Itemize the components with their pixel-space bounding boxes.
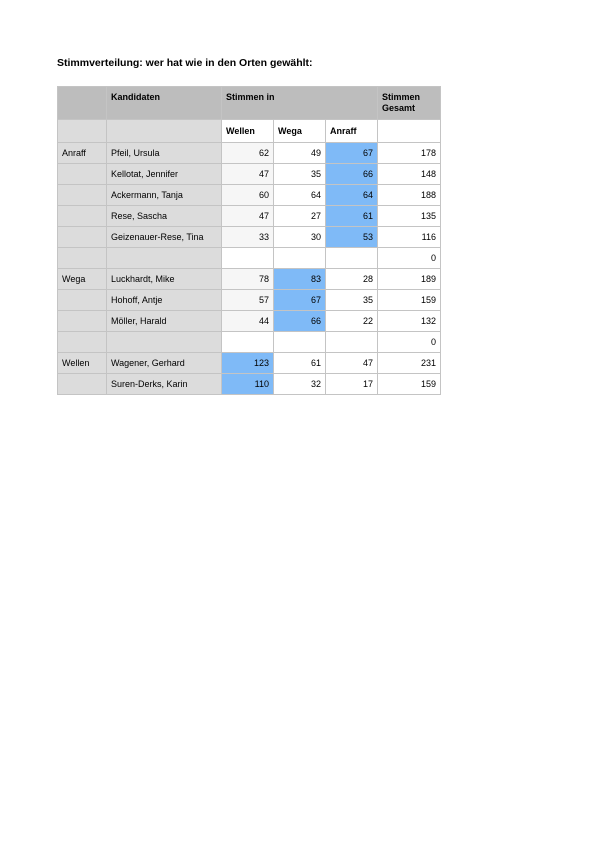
cell-wega: 66: [274, 311, 326, 332]
cell-kandidat: Möller, Harald: [107, 311, 222, 332]
cell-anraff: 61: [326, 206, 378, 227]
subheader-wega: Wega: [274, 120, 326, 143]
subheader-empty-ort: [58, 120, 107, 143]
cell-anraff: [326, 332, 378, 353]
cell-ort: [58, 164, 107, 185]
cell-gesamt: 159: [378, 290, 441, 311]
cell-ort: [58, 374, 107, 395]
cell-wellen: 44: [222, 311, 274, 332]
vote-table: [57, 86, 441, 395]
cell-anraff: 35: [326, 290, 378, 311]
cell-kandidat: Geizenauer-Rese, Tina: [107, 227, 222, 248]
cell-ort: [58, 206, 107, 227]
subheader-row: [58, 120, 441, 143]
cell-wellen: [222, 332, 274, 353]
cell-wellen: 57: [222, 290, 274, 311]
cell-gesamt: 135: [378, 206, 441, 227]
table-row: [58, 185, 441, 206]
cell-wellen: 123: [222, 353, 274, 374]
cell-wega: 64: [274, 185, 326, 206]
cell-wega: 83: [274, 269, 326, 290]
cell-ort: Wega: [58, 269, 107, 290]
cell-gesamt: 188: [378, 185, 441, 206]
cell-kandidat: [107, 332, 222, 353]
cell-wega: 49: [274, 143, 326, 164]
cell-wega: 35: [274, 164, 326, 185]
cell-kandidat: Kellotat, Jennifer: [107, 164, 222, 185]
subheader-empty-gesamt: [378, 120, 441, 143]
cell-wellen: 62: [222, 143, 274, 164]
table-row: [58, 374, 441, 395]
cell-anraff: 17: [326, 374, 378, 395]
cell-gesamt: 189: [378, 269, 441, 290]
cell-gesamt: 0: [378, 332, 441, 353]
cell-gesamt: 148: [378, 164, 441, 185]
cell-ort: [58, 290, 107, 311]
cell-anraff: [326, 248, 378, 269]
cell-gesamt: 0: [378, 248, 441, 269]
cell-wega: 30: [274, 227, 326, 248]
cell-ort: [58, 227, 107, 248]
cell-gesamt: 231: [378, 353, 441, 374]
cell-ort: Anraff: [58, 143, 107, 164]
cell-kandidat: Pfeil, Ursula: [107, 143, 222, 164]
cell-anraff: 53: [326, 227, 378, 248]
cell-ort: [58, 248, 107, 269]
cell-kandidat: [107, 248, 222, 269]
table-row: [58, 269, 441, 290]
cell-kandidat: Suren-Derks, Karin: [107, 374, 222, 395]
cell-wega: 27: [274, 206, 326, 227]
table-row: [58, 311, 441, 332]
header-gesamt-line1: Stimmen: [382, 92, 421, 102]
cell-wellen: [222, 248, 274, 269]
subheader-wellen: Wellen: [222, 120, 274, 143]
cell-anraff: 64: [326, 185, 378, 206]
cell-wellen: 60: [222, 185, 274, 206]
cell-wega: [274, 248, 326, 269]
cell-ort: Wellen: [58, 353, 107, 374]
header-ort: [58, 87, 107, 120]
cell-kandidat: Luckhardt, Mike: [107, 269, 222, 290]
cell-anraff: 66: [326, 164, 378, 185]
header-stimmen-gesamt: [378, 87, 441, 120]
header-row: [58, 87, 441, 120]
table-row: [58, 248, 441, 269]
cell-wellen: 78: [222, 269, 274, 290]
cell-wellen: 47: [222, 164, 274, 185]
cell-wega: 32: [274, 374, 326, 395]
cell-kandidat: Wagener, Gerhard: [107, 353, 222, 374]
cell-gesamt: 116: [378, 227, 441, 248]
header-gesamt-line2: Gesamt: [382, 103, 416, 113]
cell-wega: 61: [274, 353, 326, 374]
subheader-empty-name: [107, 120, 222, 143]
subheader-anraff: Anraff: [326, 120, 378, 143]
table-row: [58, 206, 441, 227]
cell-gesamt: 178: [378, 143, 441, 164]
cell-anraff: 67: [326, 143, 378, 164]
header-stimmen-in: Stimmen in: [222, 87, 378, 120]
cell-anraff: 28: [326, 269, 378, 290]
cell-wellen: 47: [222, 206, 274, 227]
cell-kandidat: Rese, Sascha: [107, 206, 222, 227]
cell-wega: 67: [274, 290, 326, 311]
cell-gesamt: 132: [378, 311, 441, 332]
table-row: [58, 143, 441, 164]
cell-ort: [58, 185, 107, 206]
cell-wellen: 110: [222, 374, 274, 395]
cell-wega: [274, 332, 326, 353]
table-row: [58, 353, 441, 374]
cell-gesamt: 159: [378, 374, 441, 395]
cell-ort: [58, 332, 107, 353]
cell-anraff: 47: [326, 353, 378, 374]
table-row: [58, 332, 441, 353]
cell-ort: [58, 311, 107, 332]
header-kandidaten: Kandidaten: [107, 87, 222, 120]
cell-kandidat: Ackermann, Tanja: [107, 185, 222, 206]
table-row: [58, 227, 441, 248]
table-row: [58, 164, 441, 185]
table-row: [58, 290, 441, 311]
cell-kandidat: Hohoff, Antje: [107, 290, 222, 311]
page-title: Stimmverteilung: wer hat wie in den Orten gewählt:: [57, 57, 313, 69]
cell-wellen: 33: [222, 227, 274, 248]
cell-anraff: 22: [326, 311, 378, 332]
